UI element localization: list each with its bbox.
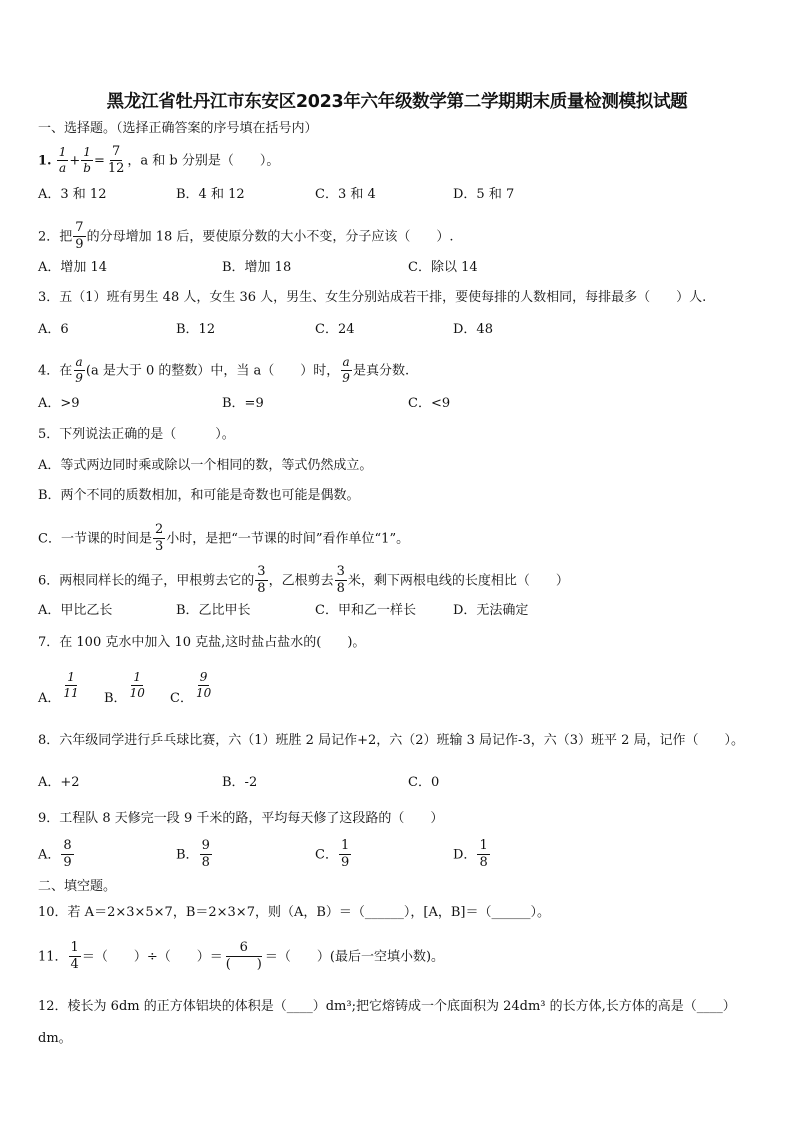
question-2 bbox=[38, 222, 454, 252]
q9-option-b: B． $\frac{9}{8}$ bbox=[176, 838, 210, 870]
q1-equals: = bbox=[93, 153, 105, 169]
q1-plus: + bbox=[69, 153, 81, 169]
q3-option-c: C．24 bbox=[315, 322, 355, 337]
q4-prefix: 4．在 bbox=[38, 363, 73, 379]
q9-option-a: A． $\frac{8}{9}$ bbox=[38, 838, 72, 870]
q2-text: 的分母增加 18 后，要使原分数的大小不变，分子应该（ ）. bbox=[86, 229, 454, 245]
q2-option-b: B．增加 18 bbox=[222, 260, 292, 275]
q9-a-fraction: $\frac{8}{9}$ bbox=[63, 838, 72, 870]
question-5: 5．下列说法正确的是（ ）。 bbox=[38, 427, 235, 442]
q1-option-b: B．4 和 12 bbox=[176, 187, 245, 202]
q2-option-a: A．增加 14 bbox=[38, 260, 108, 275]
q6-option-d: D．无法确定 bbox=[453, 603, 529, 618]
question-12-line-2: dm。 bbox=[38, 1031, 72, 1046]
question-12-line-1: 12．棱长为 6dm 的正方体铝块的体积是（____）dm³;把它熔铸成一个底面积为 24dm³ 的长方体,长方体的高是（____） bbox=[38, 999, 736, 1014]
q6-fraction-2: $\frac{3}{8}$ bbox=[336, 564, 345, 596]
q8-option-c: C．0 bbox=[408, 775, 440, 790]
q4-option-c: C．<9 bbox=[408, 396, 451, 411]
q1-fraction-3: $\frac{7}{12}$ bbox=[107, 144, 125, 176]
q4-fraction-2: $\frac{a}{9}$ bbox=[342, 355, 350, 385]
q9-b-fraction: $\frac{9}{8}$ bbox=[201, 838, 210, 870]
q7-option-c: C． $\frac{9}{10}$ bbox=[170, 670, 212, 706]
q1-number: 1. bbox=[38, 153, 52, 169]
q5-option-a: A．等式两边同时乘或除以一个相同的数，等式仍然成立。 bbox=[38, 458, 373, 473]
q8-option-a: A．+2 bbox=[38, 775, 80, 790]
q4-fraction-1: $\frac{a}{9}$ bbox=[75, 355, 83, 385]
question-6: 6．两根同样长的绳子，甲根剪去它的 $\frac{3}{8}$ ，乙根剪去 $\frac{3}{8}$ 米，剩下两根电线的长度相比（ ） bbox=[38, 564, 569, 596]
q4-suffix: 是真分数. bbox=[352, 363, 410, 379]
question-4 bbox=[38, 357, 409, 385]
q4-middle: (a 是大于 0 的整数）中，当 a（ ）时， bbox=[85, 363, 340, 379]
section-choice-heading: 一、选择题。（选择正确答案的序号填在括号内） bbox=[38, 121, 318, 136]
q11-fraction-1: $\frac{1}{4}$ bbox=[70, 940, 79, 972]
question-9: 9．工程队 8 天修完一段 9 千米的路，平均每天修了这段路的（ ） bbox=[38, 811, 444, 826]
q3-option-a: A．6 bbox=[38, 322, 69, 337]
q3-option-b: B．12 bbox=[176, 322, 216, 337]
q7-b-fraction: $\frac{1}{10}$ bbox=[129, 670, 145, 700]
q5-option-c: C．一节课的时间是 $\frac{2}{3}$ 小时，是把“一节课的时间”看作单位“1”。 bbox=[38, 522, 410, 554]
q4-option-a: A．>9 bbox=[38, 396, 80, 411]
question-8: 8．六年级同学进行乒乓球比赛，六（1）班胜 2 局记作+2，六（2）班输 3 局记作-3，六（3）班平 2 局，记作（ ）。 bbox=[38, 733, 745, 748]
q9-c-fraction: $\frac{1}{9}$ bbox=[340, 838, 350, 870]
q5-c-fraction: $\frac{2}{3}$ bbox=[154, 522, 164, 554]
q4-option-b: B．=9 bbox=[222, 396, 264, 411]
q3-option-d: D．48 bbox=[453, 322, 493, 337]
q6-option-c: C．甲和乙一样长 bbox=[315, 603, 416, 618]
q7-a-fraction: $\frac{1}{11}$ bbox=[63, 670, 79, 700]
question-7: 7．在 100 克水中加入 10 克盐,这时盐占盐水的( )。 bbox=[38, 635, 366, 650]
q7-option-a: A． $\frac{1}{11}$ bbox=[38, 670, 79, 706]
q9-option-d: D． $\frac{1}{8}$ bbox=[453, 838, 488, 870]
q9-option-c: C． $\frac{1}{9}$ bbox=[315, 838, 350, 870]
q9-d-fraction: $\frac{1}{8}$ bbox=[479, 838, 488, 870]
q7-option-b: B． $\frac{1}{10}$ bbox=[104, 670, 145, 706]
q7-c-fraction: $\frac{9}{10}$ bbox=[195, 670, 212, 700]
question-11: 11． $\frac{1}{4}$ ＝（ ）÷（ ）＝ $\frac{6}{( )}$ ＝（ ）(最后一空填小数)。 bbox=[38, 940, 445, 972]
q1-fraction-1: $\frac{1}{a}$ bbox=[58, 145, 67, 175]
q11-fraction-2: $\frac{6}{( )}$ bbox=[225, 940, 262, 972]
q2-fraction: $\frac{7}{9}$ bbox=[75, 220, 84, 252]
page-title: 黑龙江省牡丹江市东安区2023年六年级数学第二学期期末质量检测模拟试题 bbox=[106, 92, 688, 112]
question-10: 10．若 A＝2×3×5×7，B＝2×3×7，则（A，B）＝（______），[A，B]＝（______）。 bbox=[38, 905, 551, 920]
question-3: 3．五（1）班有男生 48 人，女生 36 人，男生、女生分别站成若干排，要使每排的人数相同，每排最多（ ）人. bbox=[38, 290, 707, 305]
question-1 bbox=[38, 146, 279, 176]
section-fill-heading: 二、填空题。 bbox=[38, 879, 117, 894]
q1-option-d: D．5 和 7 bbox=[453, 187, 515, 202]
q1-option-c: C．3 和 4 bbox=[315, 187, 376, 202]
q2-option-c: C．除以 14 bbox=[408, 260, 478, 275]
q1-option-a: A．3 和 12 bbox=[38, 187, 107, 202]
q6-option-a: A．甲比乙长 bbox=[38, 603, 113, 618]
q8-option-b: B．-2 bbox=[222, 775, 258, 790]
q1-text: ，a 和 b 分别是（ ）。 bbox=[127, 153, 280, 169]
q6-fraction-1: $\frac{3}{8}$ bbox=[257, 564, 266, 596]
q1-fraction-2: $\frac{1}{b}$ bbox=[83, 145, 91, 175]
q6-option-b: B．乙比甲长 bbox=[176, 603, 251, 618]
q2-prefix: 2．把 bbox=[38, 229, 73, 245]
q5-option-b: B．两个不同的质数相加，和可能是奇数也可能是偶数。 bbox=[38, 488, 360, 503]
